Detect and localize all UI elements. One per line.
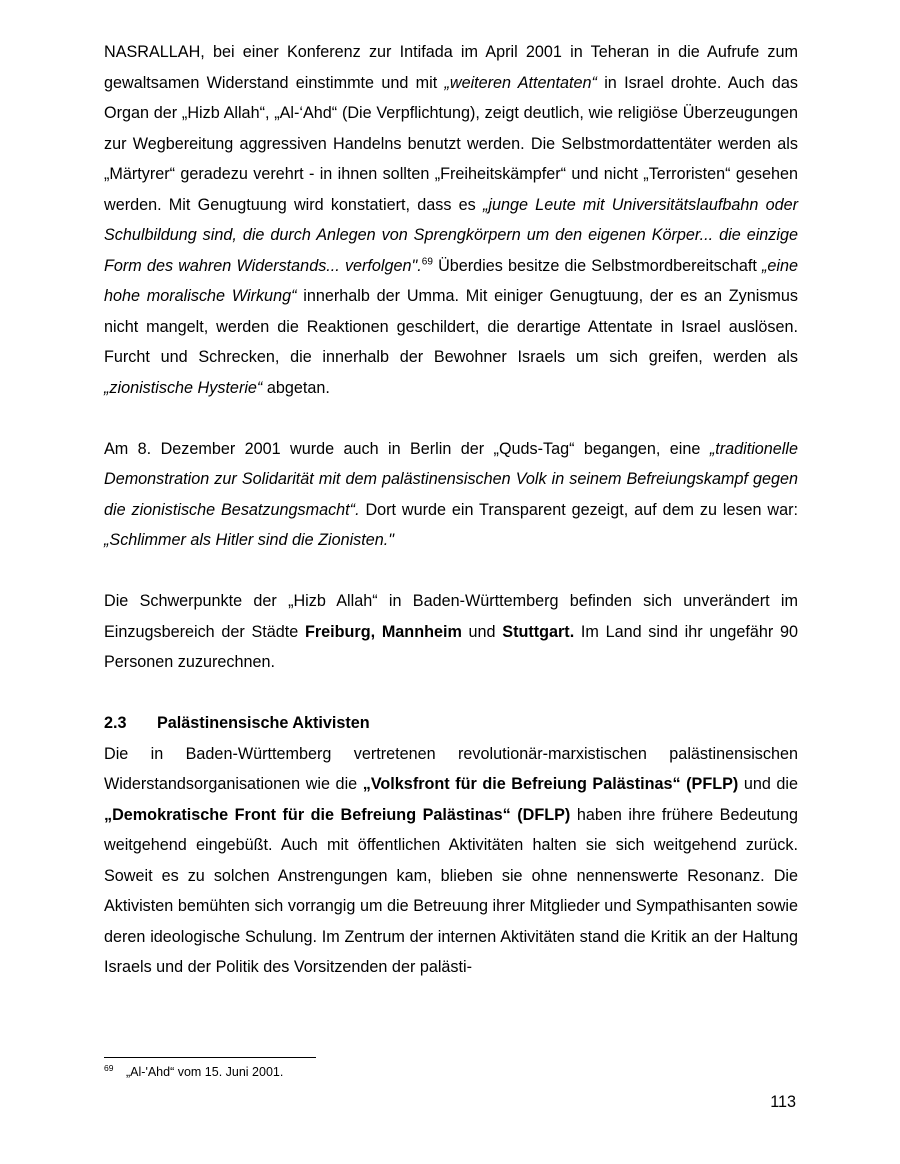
quote-italic: „junge Leute mit Universitätslaufbahn oder Schulbildung sind, die durch Anlegen von Sprengkörpern um den eigenen Körper... die einzige Form des wahren Widerstands... verfolgen". (104, 195, 799, 275)
paragraph-quds-tag (104, 434, 798, 556)
section-number: 2.3 (104, 714, 127, 732)
section-title: Palästinensische Aktivisten (157, 714, 370, 732)
page-number: 113 (770, 1093, 796, 1111)
organization-name-bold: „Demokratische Front für die Befreiung Palästinas“ (DFLP) (104, 805, 571, 824)
text-run: Überdies besitze die Selbstmordbereitschaft (432, 256, 762, 275)
section-heading (104, 708, 798, 739)
footnote-reference: 69 (421, 256, 433, 268)
city-name-bold: Stuttgart. (502, 622, 575, 641)
text-run: haben ihre frühere Bedeutung weitgehend eingebüßt. Auch mit öffentlichen Aktivitäten halten sie sich weitgehend zurück. Soweit es zu solchen Anstrengungen kam, blieben sie ohne nennenswerte Resonanz. Die Aktivisten bemühten sich vorrangig um die Betreuung ihrer Mitglieder und Sympathisanten sowie deren ideologische Schulung. Im Zentrum der internen Aktivitäten stand die Kritik an der Haltung Israels und der Politik des Vorsitzenden der palästi- (104, 805, 798, 976)
text-run: Am 8. Dezember 2001 wurde auch in Berlin der „Quds-Tag“ begangen, eine (104, 439, 710, 458)
text-run: NASRALLAH, bei einer Konferenz zur Intifada im April 2001 in Teheran in die Aufrufe zum gewaltsamen Widerstand einstimmte und mit (104, 43, 798, 92)
text-run: abgetan. (262, 378, 330, 397)
organization-name-bold: „Volksfront für die Befreiung Palästinas“ (PFLP) (362, 775, 739, 793)
city-names-bold: Freiburg, Mannheim (304, 622, 462, 641)
text-run: und die (738, 775, 799, 793)
paragraph-schwerpunkte (104, 586, 798, 678)
text-run: innerhalb der Umma. Mit einiger Genugtuung, der es an Zynismus nicht mangelt, werden die Reaktionen geschildert, die derartige Attentate in Israel auslösen. Furcht und Schrecken, die innerhalb der Bewohner Israels um sich greifen, werden als (104, 287, 798, 366)
paragraph-nasrallah (104, 37, 798, 403)
text-run: und (461, 622, 503, 641)
text-run: Die in Baden-Württemberg vertretenen revolutionär-marxistischen palästinensischen Widerstandsorganisationen wie die (104, 744, 798, 793)
footnote-separator (104, 1057, 316, 1058)
text-run: Im Land sind ihr ungefähr 90 Personen zuzurechnen. (104, 622, 798, 671)
quote-italic: „zionistische Hysterie“ (104, 378, 263, 397)
footnote-text: „Al-'Ahd“ vom 15. Juni 2001. (126, 1065, 284, 1079)
text-run: in Israel drohte. Auch das Organ der „Hizb Allah“, „Al-‘Ahd“ (Die Verpflichtung), zeigt deutlich, wie religiöse Überzeugungen zur Wegbereitung aggressiven Handelns benutzt werden. Die Selbstmordattentäter werden als „Märtyrer“ geradezu verehrt - in ihnen sollten „Freiheitskämpfer“ und nicht „Terroristen“ gesehen werden. Mit Genugtuung wird konstatiert, dass es (104, 73, 798, 214)
page-body (104, 37, 798, 983)
quote-italic: „traditionelle Demonstration zur Solidarität mit dem palästinensischen Volk in seinem Befreiungskampf gegen die zionistische Besatzungsmacht“. (104, 439, 798, 519)
footnote: 69 „Al-'Ahd“ vom 15. Juni 2001. (104, 1062, 284, 1079)
quote-italic: „Schlimmer als Hitler sind die Zionisten." (104, 531, 395, 549)
text-run: Dort wurde ein Transparent gezeigt, auf dem zu lesen war: (359, 500, 798, 519)
quote-italic: „eine hohe moralische Wirkung“ (104, 256, 798, 305)
quote-italic: „weiteren Attentaten“ (444, 73, 597, 92)
text-run: Die Schwerpunkte der „Hizb Allah“ in Baden-Württemberg befinden sich unverändert im Einzugsbereich der Städte (104, 592, 798, 641)
paragraph-aktivisten (104, 739, 798, 983)
